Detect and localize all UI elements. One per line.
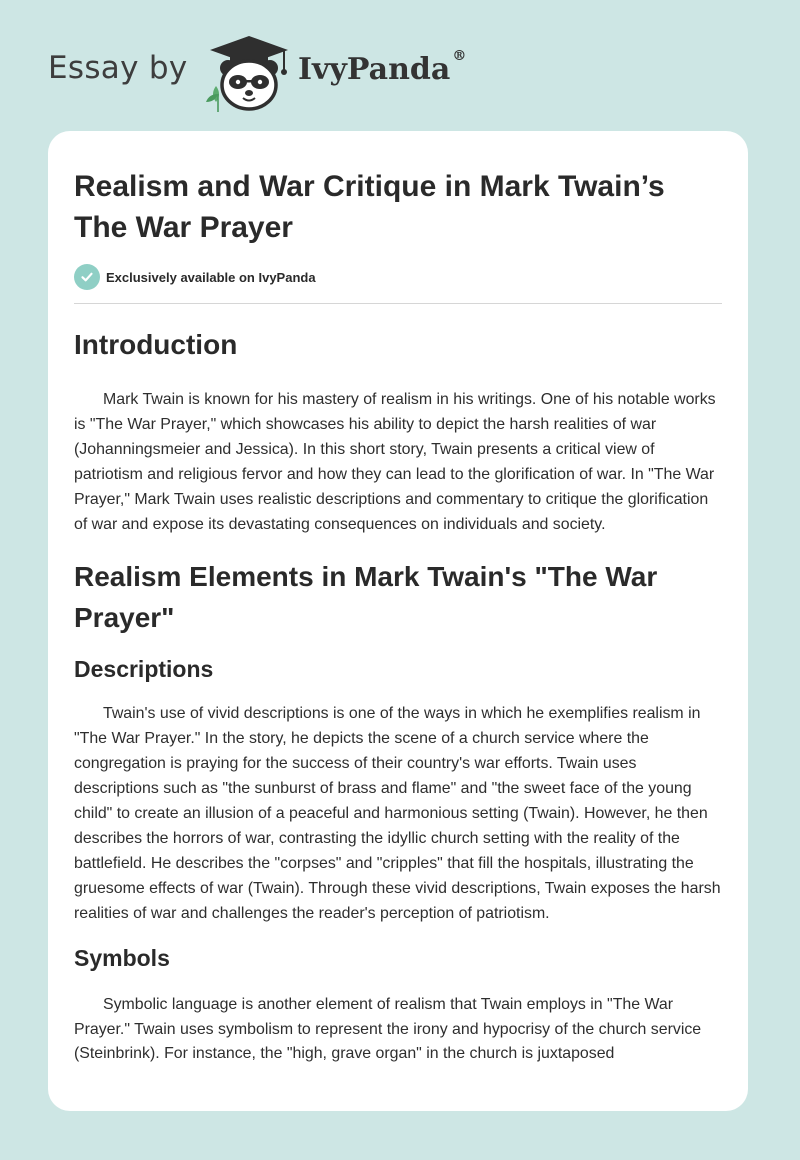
registered-mark: ® bbox=[452, 48, 467, 64]
heading-realism-elements: Realism Elements in Mark Twain's "The War Prayer" bbox=[74, 561, 658, 634]
heading-descriptions: Descriptions bbox=[74, 656, 214, 683]
essay-by-label: Essay by bbox=[48, 50, 188, 86]
paragraph-descriptions: Twain's use of vivid descriptions is one of the ways in which he exemplifies realism in "The War Prayer." In the story, he depicts the scene of a church service where the congregation is praying for the success of their country's war efforts. Twain uses descriptions such as "the sunburst of brass and flame" and "the sweet face of the young child" to create an illusion of a peaceful and harmonious setting (Twain). However, he then describes the horrors of war, contrasting the idyllic church setting with the reality of the battlefield. He describes the "corpses" and "cripples" that fill the hospitals, illustrating the gruesome effects of war (Twain). Through these vivid descriptions, Twain exposes the harsh realities of war and challenges the reader's perception of patriotism. bbox=[74, 705, 721, 922]
divider bbox=[74, 303, 722, 304]
essay-title: Realism and War Critique in Mark Twain’s The War Prayer bbox=[74, 170, 665, 244]
heading-symbols: Symbols bbox=[74, 944, 170, 971]
brand-name: IvyPanda ® bbox=[298, 48, 467, 87]
paragraph-introduction: Mark Twain is known for his mastery of realism in his writings. One of his notable works is "The War Prayer," which showcases his ability to depict the harsh realities of war (Johanningsmeier and Jessica). In this short story, Twain presents a critical view of patriotism and religious fervor and how they can lead to the glorification of war. In "The War Prayer," Mark Twain uses realistic descriptions and commentary to critique the glorification of war and expose its devastating consequences on individuals and society. bbox=[74, 391, 716, 533]
essay-body bbox=[74, 324, 724, 1067]
exclusive-badge bbox=[74, 264, 316, 290]
check-icon bbox=[74, 264, 100, 290]
panda-graduate-icon bbox=[204, 30, 294, 114]
exclusive-label: Exclusively available on IvyPanda bbox=[106, 269, 316, 285]
heading-introduction: Introduction bbox=[74, 329, 238, 360]
paragraph-symbols: Symbolic language is another element of realism that Twain employs in "The War Prayer." Twain uses symbolism to represent the irony and hypocrisy of the church service (Steinbrink). For instance, the "high, grave organ" in the church is juxtaposed bbox=[74, 995, 702, 1063]
essay-card bbox=[48, 131, 748, 1111]
site-header bbox=[48, 30, 508, 114]
